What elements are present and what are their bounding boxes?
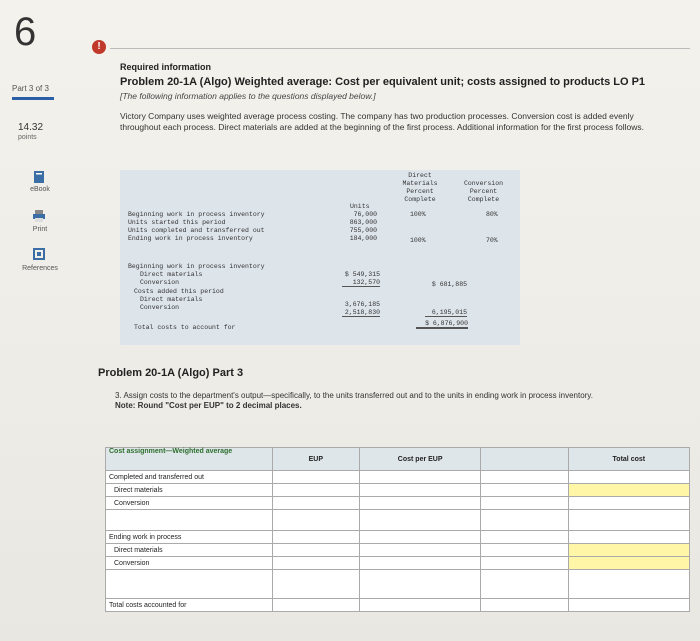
- cost-per-eup-input[interactable]: [360, 497, 481, 510]
- units-row-value: 76,000: [353, 211, 377, 218]
- table-caption: Cost assignment—Weighted average: [106, 448, 273, 471]
- row-label: Total costs accounted for: [106, 599, 273, 612]
- units-row-label: Units started this period: [128, 219, 226, 226]
- units-row-conv: 70%: [486, 237, 498, 244]
- total-cost-input[interactable]: [568, 497, 689, 510]
- part3-instruction-text: 3. Assign costs to the department's output—specifically, to the units transferred out and to the units in ending work in process inventory.: [115, 391, 593, 400]
- part-progress-bar: [12, 97, 54, 100]
- blank-cell: [106, 570, 273, 599]
- blank-cell: [568, 570, 689, 599]
- blank-cell: [481, 570, 568, 599]
- row-label: Direct materials: [106, 544, 273, 557]
- cost-row-label: Conversion: [140, 279, 180, 286]
- cost-row-label: Beginning work in process inventory: [128, 263, 265, 270]
- units-row-value: 755,000: [349, 227, 377, 234]
- total-cost-input[interactable]: [568, 471, 689, 484]
- units-row-dm: 100%: [410, 211, 426, 218]
- blank-cell: [360, 510, 481, 531]
- cost-row-label: Costs added this period: [134, 288, 224, 295]
- total-cost-input[interactable]: [568, 531, 689, 544]
- total-costs-input[interactable]: [568, 599, 689, 612]
- spacer-cell: [481, 484, 568, 497]
- points-value: 14.32: [18, 122, 44, 133]
- total-cost-input[interactable]: [568, 544, 689, 557]
- cost-row-subtotal: 6,195,015: [425, 309, 467, 317]
- part3-title: Problem 20-1A (Algo) Part 3: [98, 367, 244, 379]
- cost-per-eup-input[interactable]: [360, 531, 481, 544]
- total-cost-input[interactable]: [568, 484, 689, 497]
- cost-per-eup-input[interactable]: [360, 544, 481, 557]
- blank-cell: [481, 510, 568, 531]
- eup-input[interactable]: [272, 471, 359, 484]
- blank-cell: [272, 570, 359, 599]
- total-cost-header: Total cost: [568, 448, 689, 471]
- part-indicator: Part 3 of 3: [12, 84, 49, 93]
- cost-row-label: Conversion: [140, 304, 180, 311]
- total-cost-input[interactable]: [568, 557, 689, 570]
- eup-input[interactable]: [272, 484, 359, 497]
- row-label: Ending work in process: [106, 531, 273, 544]
- blank-cell: [272, 599, 359, 612]
- spacer-cell: [481, 471, 568, 484]
- cost-per-eup-input[interactable]: [360, 471, 481, 484]
- sidebar-references-label[interactable]: References: [22, 265, 58, 272]
- units-row-conv: 80%: [486, 211, 498, 218]
- row-label: Conversion: [106, 557, 273, 570]
- eup-input[interactable]: [272, 544, 359, 557]
- eup-input[interactable]: [272, 497, 359, 510]
- units-row-label: Ending work in process inventory: [128, 235, 253, 242]
- spacer-cell: [481, 531, 568, 544]
- eup-input[interactable]: [272, 557, 359, 570]
- cost-row-value: 3,676,185: [344, 301, 380, 308]
- spacer-cell: [481, 448, 568, 471]
- spacer-cell: [481, 544, 568, 557]
- sidebar-print-label[interactable]: Print: [32, 226, 48, 233]
- cost-row-label: Total costs to account for: [134, 324, 236, 331]
- cost-row-value: 2,518,830: [342, 309, 380, 317]
- cost-row-label: Direct materials: [140, 296, 203, 303]
- required-info-heading: Required information: [120, 62, 212, 72]
- problem-description: Victory Company uses weighted average process costing. The company has two production processes. Conversion cost is added evenly throughout each process. Direct materials are added at the beginning of the first process. Additional information for the first process follows.: [120, 111, 644, 132]
- question-header: [120, 62, 680, 133]
- blank-cell: [360, 599, 481, 612]
- cost-row-label: Direct materials: [140, 271, 203, 278]
- units-row-label: Beginning work in process inventory: [128, 211, 265, 218]
- blank-cell: [360, 570, 481, 599]
- cost-row-total: $ 6,876,900: [416, 320, 468, 329]
- alert-icon: !: [92, 40, 106, 54]
- row-label: Conversion: [106, 497, 273, 510]
- row-label: Completed and transferred out: [106, 471, 273, 484]
- cost-row-value: 132,570: [342, 279, 380, 287]
- problem-title: Problem 20-1A (Algo) Weighted average: Cost per equivalent unit; costs assigned to products LO P1: [120, 76, 646, 88]
- divider: [110, 48, 690, 49]
- spacer-cell: [481, 557, 568, 570]
- blank-cell: [568, 510, 689, 531]
- units-column-header: Units: [350, 203, 370, 210]
- spacer-cell: [481, 599, 568, 612]
- units-row-label: Units completed and transferred out: [128, 227, 265, 234]
- units-row-value: 863,000: [349, 219, 377, 226]
- dm-column-header: Direct Materials Percent Complete: [402, 172, 438, 203]
- process-data-table: [120, 170, 520, 345]
- conversion-column-header: Conversion Percent Complete: [463, 180, 503, 203]
- blank-cell: [106, 510, 273, 531]
- references-icon[interactable]: [32, 247, 46, 261]
- cost-row-subtotal: $ 681,885: [431, 281, 467, 288]
- print-icon[interactable]: [32, 209, 46, 223]
- cost-per-eup-header: Cost per EUP: [360, 448, 481, 471]
- ebook-icon[interactable]: [32, 170, 46, 184]
- question-number: 6: [14, 10, 37, 54]
- row-label: Direct materials: [106, 484, 273, 497]
- part3-note: Note: Round "Cost per EUP" to 2 decimal places.: [115, 401, 302, 410]
- cost-row-value: $ 549,315: [344, 271, 380, 278]
- eup-header: EUP: [272, 448, 359, 471]
- units-row-value: 184,000: [349, 235, 377, 242]
- part3-instructions: [115, 391, 660, 411]
- spacer-cell: [481, 497, 568, 510]
- info-note: [The following information applies to the questions displayed below.]: [120, 91, 376, 101]
- cost-per-eup-input[interactable]: [360, 557, 481, 570]
- eup-input[interactable]: [272, 531, 359, 544]
- points-label: points: [18, 134, 37, 141]
- blank-cell: [272, 510, 359, 531]
- sidebar-ebook-label[interactable]: eBook: [30, 186, 50, 193]
- points-display: [18, 123, 43, 143]
- units-row-dm: 100%: [410, 237, 426, 244]
- cost-per-eup-input[interactable]: [360, 484, 481, 497]
- cost-assignment-table: [105, 447, 690, 612]
